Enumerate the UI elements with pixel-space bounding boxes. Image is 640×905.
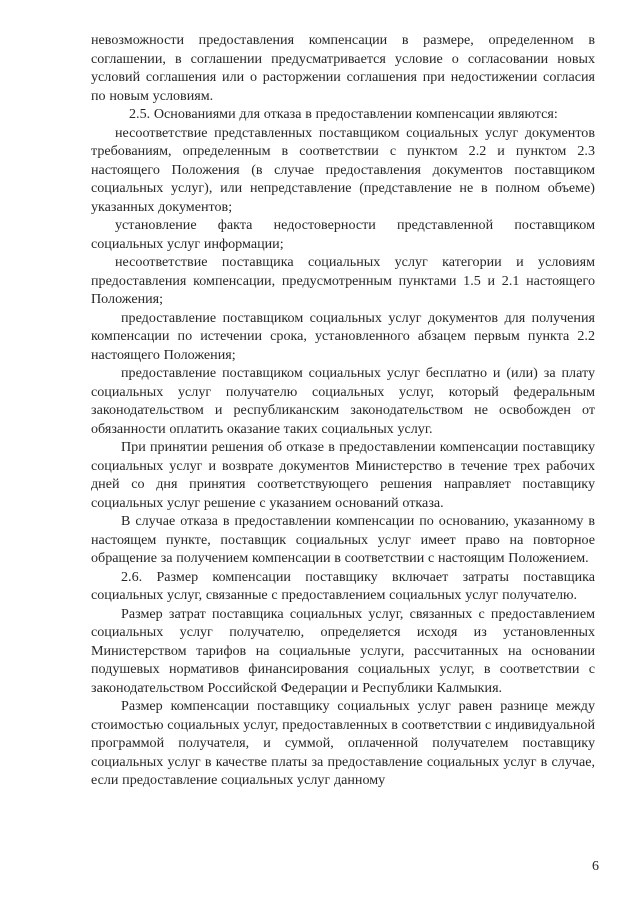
paragraph-refusal-decision: При принятии решения об отказе в предоставлении компенсации поставщику социальных услуг и возврате документов Министерство в течение трех рабочих дней со дня принятия соответствующего решения направляет поставщику социальных услуг решение с указанием оснований отказа. [91,439,595,511]
paragraph-ground-documents: несоответствие представленных поставщиком социальных услуг документов требованиям, определенным в соответствии с пунктом 2.2 и пунктом 2.3 настоящего Положения (в случае предоставления документов поставщиком социальных услуг), или непредставление (представление не в полном объеме) указанных документов; [91,124,595,215]
page-number: 6 [592,859,599,874]
paragraph-ground-unreliable-info: установление факта недостоверности представленной поставщиком социальных услуг информации; [91,217,595,252]
paragraph-repeat-application: В случае отказа в предоставлении компенсации по основанию, указанному в настоящем пункте, поставщик социальных услуг имеет право на повторное обращение за получением компенсации в соответствии с настоящим Положением. [91,513,595,566]
paragraph-section-2-5: 2.5. Основаниями для отказа в предоставлении компенсации являются: [129,106,558,122]
paragraph-ground-deadline: предоставление поставщиком социальных услуг документов для получения компенсации по истечении срока, установленного абзацем первым пункта 2.2 настоящего Положения; [91,309,595,363]
paragraph-ground-category: несоответствие поставщика социальных услуг категории и условиям предоставления компенсации, предусмотренным пунктами 1.5 и 2.1 настоящего Положения; [91,254,595,307]
paragraph-section-2-6: 2.6. Размер компенсации поставщику включает затраты поставщика социальных услуг, связанные с предоставлением социальных услуг получателю. [91,568,595,603]
paragraph-continuation: невозможности предоставления компенсации в размере, определенном в соглашении, в соглашении предусматривается условие о согласовании новых условий соглашения или о расторжении соглашения при недостижении согласия по новым условиям. [91,32,595,104]
paragraph-cost-size: Размер затрат поставщика социальных услуг, связанных с предоставлением социальных услуг получателю, определяется исходя из установленных Министерством тарифов на социальные услуги, рассчитанных на основании подушевых нормативов финансирования социальных услуг, в соответствии с законодательством Российской Федерации и Республики Калмыкия. [91,605,595,696]
paragraph-compensation-size: Размер компенсации поставщику социальных услуг равен разнице между стоимостью социальных услуг, предоставленных в соответствии с индивидуальной программой получателя, и суммой, оплаченной получателем поставщику социальных услуг в качестве платы за предоставление социальных услуг в случае, если предоставление социальных услуг данному [91,698,595,788]
paragraph-ground-free-services: предоставление поставщиком социальных услуг бесплатно и (или) за плату социальных услуг получателю социальных услуг, который федеральным законодательством и республиканским законодательством не освобожден от обязанности оплатить оказание таких социальных услуг. [91,365,595,437]
document-body [91,31,595,790]
